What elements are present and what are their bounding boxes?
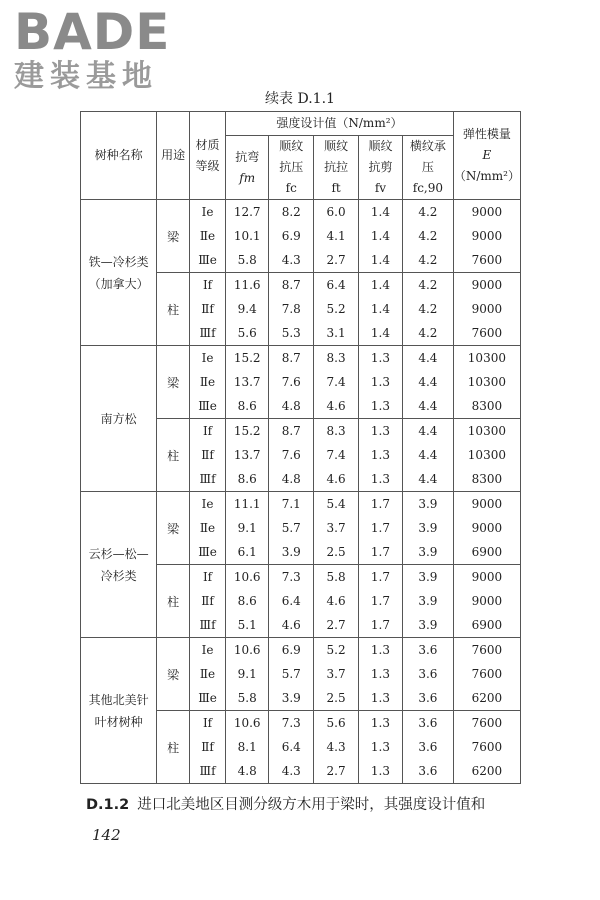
fv-cell — [359, 200, 403, 273]
value: 1.3 — [370, 448, 391, 462]
value: 1.3 — [370, 716, 391, 730]
value: 2.7 — [326, 253, 346, 267]
grade-value: Ⅱe — [199, 667, 216, 681]
e-cell — [453, 492, 520, 565]
grade-value: Ⅲe — [198, 545, 217, 559]
value: 1.4 — [370, 326, 391, 340]
value: 5.6 — [326, 716, 346, 730]
value: 10300 — [467, 375, 506, 389]
fm-cell — [226, 711, 269, 784]
header-bending: 抗弯 fm — [226, 136, 269, 200]
value: 11.1 — [233, 497, 261, 511]
value: 2.7 — [326, 618, 346, 632]
value: 4.6 — [281, 618, 301, 632]
grade-value: Ⅱf — [201, 740, 214, 754]
value: 7.3 — [281, 716, 301, 730]
fm-cell — [226, 346, 269, 419]
value: 11.6 — [233, 278, 261, 292]
grade-cell — [189, 565, 225, 638]
ft-cell — [314, 273, 359, 346]
value: 8.6 — [237, 399, 257, 413]
value: 4.2 — [418, 205, 438, 219]
value: 2.5 — [326, 691, 346, 705]
grade-cell — [189, 273, 225, 346]
value: 8.7 — [281, 278, 301, 292]
value: 1.3 — [370, 399, 391, 413]
use-cell: 梁 — [157, 492, 190, 565]
value: 4.1 — [326, 229, 346, 243]
value: 6.4 — [281, 740, 301, 754]
logo-wordmark: BADE — [14, 3, 171, 61]
value: 9000 — [471, 205, 503, 219]
fc-cell — [269, 565, 314, 638]
value: 4.2 — [418, 229, 438, 243]
value: 9000 — [471, 521, 503, 535]
value: 7600 — [471, 716, 503, 730]
fc-cell — [269, 200, 314, 273]
grade-value: Ⅰf — [202, 278, 213, 292]
value: 4.6 — [326, 472, 346, 486]
fm-cell — [226, 638, 269, 711]
e-cell — [453, 200, 520, 273]
grade-value: Ⅱf — [201, 448, 214, 462]
header-use: 用途 — [157, 112, 190, 200]
fc-cell — [269, 711, 314, 784]
fv-cell — [359, 419, 403, 492]
ft-cell — [314, 565, 359, 638]
value: 3.6 — [418, 691, 438, 705]
grade-cell — [189, 200, 225, 273]
value: 5.2 — [326, 643, 346, 657]
value: 4.2 — [418, 278, 438, 292]
value: 1.7 — [370, 594, 391, 608]
value: 4.4 — [418, 448, 438, 462]
value: 8300 — [471, 472, 503, 486]
value: 5.8 — [326, 570, 346, 584]
grade-value: Ⅲf — [199, 472, 216, 486]
fc90-cell — [402, 565, 453, 638]
value: 6.4 — [326, 278, 346, 292]
e-cell — [453, 273, 520, 346]
value: 2.7 — [326, 764, 346, 778]
header-modulus — [453, 112, 520, 200]
value: 8.1 — [237, 740, 257, 754]
ft-cell — [314, 492, 359, 565]
ft-cell — [314, 200, 359, 273]
value: 1.3 — [370, 472, 391, 486]
grade-value: Ⅰe — [201, 205, 214, 219]
table-row — [81, 492, 521, 565]
table-row — [81, 638, 521, 711]
e-cell — [453, 419, 520, 492]
ft-cell — [314, 419, 359, 492]
value: 6.1 — [237, 545, 257, 559]
value: 5.4 — [326, 497, 346, 511]
value: 6.9 — [281, 643, 301, 657]
value: 8.6 — [237, 472, 257, 486]
value: 5.8 — [237, 253, 257, 267]
grade-value: Ⅱe — [199, 229, 216, 243]
species-cell: 其他北美针叶材树种 — [81, 638, 157, 784]
value: 1.3 — [370, 643, 391, 657]
value: 3.6 — [418, 764, 438, 778]
grade-value: Ⅲe — [198, 691, 217, 705]
fv-cell — [359, 711, 403, 784]
logo-subtitle: 建装基地 — [14, 59, 158, 94]
grade-value: Ⅱe — [199, 375, 216, 389]
value: 3.6 — [418, 643, 438, 657]
fc90-cell — [402, 711, 453, 784]
fc-cell — [269, 273, 314, 346]
bade-logo — [14, 3, 171, 94]
value: 9000 — [471, 594, 503, 608]
value: 10.6 — [233, 716, 261, 730]
grade-cell — [189, 638, 225, 711]
value: 12.7 — [233, 205, 261, 219]
grade-value: Ⅱf — [201, 594, 214, 608]
value: 3.9 — [418, 521, 438, 535]
value: 4.2 — [418, 302, 438, 316]
value: 3.6 — [418, 740, 438, 754]
value: 10.6 — [233, 643, 261, 657]
value: 3.7 — [326, 521, 346, 535]
value: 4.8 — [281, 472, 301, 486]
grade-cell — [189, 346, 225, 419]
grade-value: Ⅰe — [201, 643, 214, 657]
ft-cell — [314, 711, 359, 784]
value: 9000 — [471, 497, 503, 511]
value: 7.4 — [326, 448, 346, 462]
grade-value: Ⅲe — [198, 399, 217, 413]
fm-cell — [226, 200, 269, 273]
value: 5.7 — [281, 521, 301, 535]
value: 7.4 — [326, 375, 346, 389]
value: 3.9 — [418, 570, 438, 584]
use-cell: 柱 — [157, 711, 190, 784]
value: 9000 — [471, 278, 503, 292]
table-caption: 续表 D.1.1 — [265, 91, 335, 107]
header-tension: 顺纹抗拉 ft — [314, 136, 359, 200]
value: 6900 — [471, 545, 503, 559]
value: 9000 — [471, 570, 503, 584]
value: 1.4 — [370, 302, 391, 316]
grade-value: Ⅰe — [201, 351, 214, 365]
fc90-cell — [402, 346, 453, 419]
value: 1.7 — [370, 521, 391, 535]
value: 4.8 — [237, 764, 257, 778]
value: 15.2 — [233, 424, 261, 438]
grade-value: Ⅲe — [198, 253, 217, 267]
value: 4.2 — [418, 326, 438, 340]
note-number: D.1.2 — [86, 797, 130, 813]
value: 7600 — [471, 740, 503, 754]
value: 10300 — [467, 424, 506, 438]
value: 1.7 — [370, 570, 391, 584]
value: 4.4 — [418, 351, 438, 365]
grade-value: Ⅲf — [199, 618, 216, 632]
value: 8.7 — [281, 351, 301, 365]
value: 1.4 — [370, 253, 391, 267]
fc90-cell — [402, 638, 453, 711]
value: 6200 — [471, 691, 503, 705]
use-cell: 梁 — [157, 200, 190, 273]
value: 6.9 — [281, 229, 301, 243]
fc90-cell — [402, 273, 453, 346]
value: 1.7 — [370, 618, 391, 632]
value: 9000 — [471, 302, 503, 316]
grade-cell — [189, 492, 225, 565]
value: 4.4 — [418, 472, 438, 486]
value: 10.6 — [233, 570, 261, 584]
value: 3.7 — [326, 667, 346, 681]
value: 6200 — [471, 764, 503, 778]
grade-value: Ⅰf — [202, 424, 213, 438]
value: 13.7 — [233, 375, 261, 389]
value: 5.7 — [281, 667, 301, 681]
value: 4.4 — [418, 375, 438, 389]
value: 8300 — [471, 399, 503, 413]
value: 2.5 — [326, 545, 346, 559]
value: 9.1 — [237, 667, 257, 681]
value: 5.8 — [237, 691, 257, 705]
use-cell: 柱 — [157, 273, 190, 346]
fv-cell — [359, 273, 403, 346]
value: 9.1 — [237, 521, 257, 535]
grade-value: Ⅱe — [199, 521, 216, 535]
table-body — [81, 112, 521, 784]
grade-value: Ⅰe — [201, 497, 214, 511]
modulus-unit: （N/mm²） — [453, 169, 520, 183]
header-cross: 横纹承压 fc,90 — [402, 136, 453, 200]
value: 1.4 — [370, 229, 391, 243]
value: 9000 — [471, 229, 503, 243]
value: 3.9 — [418, 618, 438, 632]
value: 4.4 — [418, 424, 438, 438]
value: 7600 — [471, 326, 503, 340]
fm-cell — [226, 492, 269, 565]
value: 7.1 — [281, 497, 301, 511]
grade-value: Ⅰf — [202, 570, 213, 584]
value: 8.6 — [237, 594, 257, 608]
value: 1.7 — [370, 545, 391, 559]
note-text: 进口北美地区目测分级方木用于梁时，其强度设计值和 — [137, 797, 486, 813]
value: 1.3 — [370, 424, 391, 438]
value: 3.9 — [418, 545, 438, 559]
value: 4.6 — [326, 594, 346, 608]
fc90-cell — [402, 419, 453, 492]
value: 9.4 — [237, 302, 257, 316]
strength-table — [80, 111, 521, 784]
fm-cell — [226, 273, 269, 346]
e-cell — [453, 346, 520, 419]
use-cell: 柱 — [157, 419, 190, 492]
e-cell — [453, 565, 520, 638]
value: 8.3 — [326, 351, 346, 365]
value: 1.3 — [370, 691, 391, 705]
value: 1.3 — [370, 351, 391, 365]
value: 3.1 — [326, 326, 346, 340]
grade-value: Ⅲf — [199, 326, 216, 340]
value: 1.4 — [370, 205, 391, 219]
value: 8.3 — [326, 424, 346, 438]
fv-cell — [359, 492, 403, 565]
value: 7.6 — [281, 375, 301, 389]
value: 10300 — [467, 351, 506, 365]
fc-cell — [269, 638, 314, 711]
value: 3.9 — [281, 545, 301, 559]
value: 15.2 — [233, 351, 261, 365]
fc-cell — [269, 492, 314, 565]
fv-cell — [359, 638, 403, 711]
header-species: 树种名称 — [81, 112, 157, 200]
e-cell — [453, 711, 520, 784]
value: 10.1 — [233, 229, 261, 243]
value: 1.3 — [370, 375, 391, 389]
ft-cell — [314, 638, 359, 711]
value: 5.1 — [237, 618, 257, 632]
use-cell: 柱 — [157, 565, 190, 638]
value: 5.2 — [326, 302, 346, 316]
fc90-cell — [402, 492, 453, 565]
grade-cell — [189, 419, 225, 492]
value: 7600 — [471, 253, 503, 267]
grade-value: Ⅲf — [199, 764, 216, 778]
value: 1.3 — [370, 764, 391, 778]
table-row — [81, 200, 521, 273]
grade-value: Ⅱf — [201, 302, 214, 316]
value: 6900 — [471, 618, 503, 632]
value: 7600 — [471, 667, 503, 681]
value: 1.4 — [370, 278, 391, 292]
fc-cell — [269, 346, 314, 419]
header-grade: 材质等级 — [189, 112, 225, 200]
value: 3.6 — [418, 716, 438, 730]
use-cell: 梁 — [157, 638, 190, 711]
value: 5.6 — [237, 326, 257, 340]
value: 6.0 — [326, 205, 346, 219]
value: 10300 — [467, 448, 506, 462]
value: 3.9 — [418, 497, 438, 511]
value: 4.3 — [281, 764, 301, 778]
grade-cell — [189, 711, 225, 784]
value: 4.3 — [281, 253, 301, 267]
header-compression: 顺纹抗压 fc — [269, 136, 314, 200]
section-note — [86, 793, 485, 814]
e-cell — [453, 638, 520, 711]
modulus-symbol: E — [482, 148, 492, 162]
value: 7.8 — [281, 302, 301, 316]
value: 13.7 — [233, 448, 261, 462]
fm-cell — [226, 565, 269, 638]
value: 7.6 — [281, 448, 301, 462]
value: 4.3 — [326, 740, 346, 754]
ft-cell — [314, 346, 359, 419]
value: 4.8 — [281, 399, 301, 413]
value: 1.3 — [370, 740, 391, 754]
value: 6.4 — [281, 594, 301, 608]
value: 3.9 — [281, 691, 301, 705]
fc-cell — [269, 419, 314, 492]
value: 1.7 — [370, 497, 391, 511]
fv-cell — [359, 346, 403, 419]
value: 8.2 — [281, 205, 301, 219]
value: 7600 — [471, 643, 503, 657]
value: 7.3 — [281, 570, 301, 584]
grade-value: Ⅰf — [202, 716, 213, 730]
value: 4.6 — [326, 399, 346, 413]
value: 8.7 — [281, 424, 301, 438]
header-shear: 顺纹抗剪 fv — [359, 136, 403, 200]
fc90-cell — [402, 200, 453, 273]
table-row — [81, 346, 521, 419]
value: 3.9 — [418, 594, 438, 608]
header-strength-group: 强度设计值（N/mm²） — [226, 112, 454, 136]
species-cell: 云杉—松—冷杉类 — [81, 492, 157, 638]
value: 1.3 — [370, 667, 391, 681]
species-cell: 南方松 — [81, 346, 157, 492]
fm-cell — [226, 419, 269, 492]
species-cell: 铁—冷杉类（加拿大） — [81, 200, 157, 346]
fv-cell — [359, 565, 403, 638]
value: 4.4 — [418, 399, 438, 413]
value: 4.2 — [418, 253, 438, 267]
use-cell: 梁 — [157, 346, 190, 419]
value: 5.3 — [281, 326, 301, 340]
value: 3.6 — [418, 667, 438, 681]
page-number: 142 — [92, 826, 121, 844]
modulus-title: 弹性模量 — [462, 127, 511, 141]
